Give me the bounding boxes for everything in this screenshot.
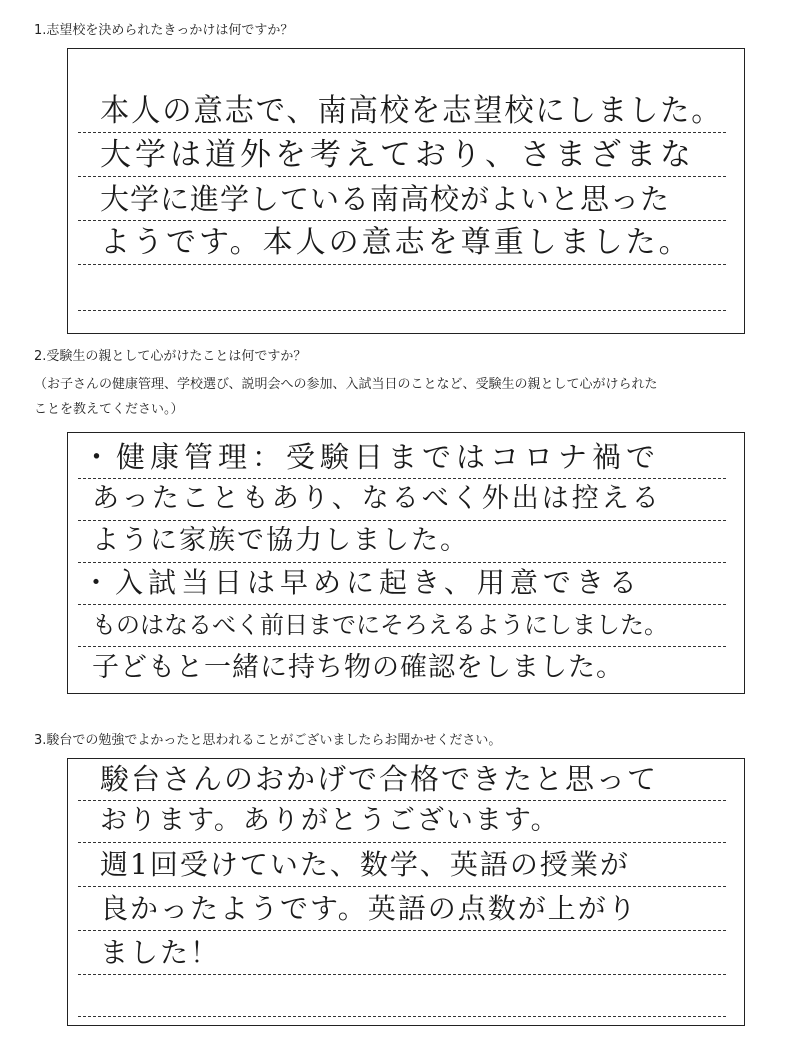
answer-box-3 [67, 758, 745, 1026]
handwritten-text: 子どもと一緒に持ち物の確認をしました。 [92, 652, 624, 683]
answer-line [78, 179, 726, 221]
handwritten-text: 大学は道外を考えており、さまざまな [100, 137, 695, 173]
answer-box-1 [67, 48, 745, 334]
question-2-note-line-1: （お子さんの健康管理、学校選び、説明会への参加、入試当日のことなど、受験生の親として心がけられた [34, 377, 658, 392]
answer-line [78, 269, 726, 311]
answer-line [78, 605, 726, 647]
answer-line [78, 563, 726, 605]
handwritten-text: 大学に進学している南高校がよいと思った [100, 182, 671, 216]
answer-line [78, 759, 726, 801]
handwritten-text: ように家族で協力しました。 [92, 525, 469, 556]
answer-line [78, 933, 726, 975]
answer-line [78, 223, 726, 265]
answer-line [78, 135, 726, 177]
answer-line [78, 647, 726, 689]
handwritten-text: ・健康管理：受験日まではコロナ禍で [82, 440, 661, 474]
question-2: 2.受験生の親として心がけたことは何ですか？ [34, 349, 307, 364]
question-3: 3.駿台での勉強でよかったと思われることがございましたらお聞かせください。 [34, 733, 502, 748]
answer-line [78, 975, 726, 1017]
answer-line [78, 437, 726, 479]
handwritten-text: ました！ [100, 936, 221, 969]
handwritten-text: おります。ありがとうございます。 [100, 805, 560, 836]
handwritten-text: ・入試当日は早めに起き、用意できる [82, 566, 642, 599]
question-1: 1.志望校を決められたきっかけは何ですか？ [34, 23, 294, 38]
question-2-note-line-2: ことを教えてください。） [34, 402, 184, 417]
answer-line [78, 521, 726, 563]
answer-box-2 [67, 432, 745, 694]
handwritten-text: 良かったようです。英語の点数が上がり [100, 892, 638, 925]
answer-line [78, 801, 726, 843]
handwritten-text: 駿台さんのおかげで合格できたと思って [100, 762, 659, 796]
handwritten-text: 本人の意志で、南高校を志望校にしました。 [100, 93, 723, 129]
answer-line [78, 889, 726, 931]
handwritten-text: 週1回受けていた、数学、英語の授業が [100, 848, 630, 881]
answer-line [78, 479, 726, 521]
answer-line [78, 845, 726, 887]
handwritten-text: ようです。本人の意志を尊重しました。 [100, 225, 692, 260]
handwritten-text: あったこともあり、なるべく外出は控える [92, 483, 662, 514]
answer-line [78, 91, 726, 133]
handwritten-text: ものはなるべく前日までにそろえるようにしました。 [92, 611, 668, 639]
